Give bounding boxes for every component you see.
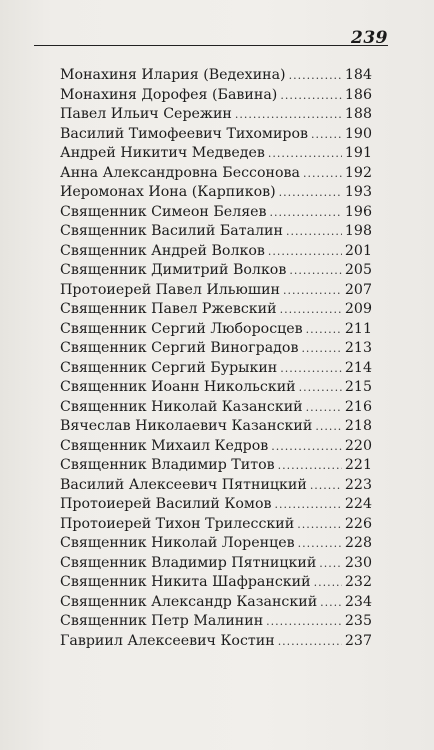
entry-title: Василий Алексеевич Пятницкий (60, 476, 307, 493)
entry-page-number: 186 (344, 86, 372, 103)
entry-page-number: 201 (344, 242, 372, 259)
entry-page-number: 230 (344, 554, 372, 571)
dot-leader (314, 576, 342, 589)
header-rule (34, 45, 388, 46)
entry-title: Монахиня Дорофея (Бавина) (60, 86, 278, 103)
dot-leader (306, 401, 342, 414)
toc-entry (60, 87, 372, 107)
entry-title: Священник Симеон Беляев (60, 203, 267, 220)
dot-leader (278, 635, 342, 648)
entry-page-number: 207 (344, 281, 372, 298)
entry-page-number: 198 (344, 223, 372, 239)
entry-title: Андрей Никитич Медведев (60, 145, 265, 161)
entry-page-number: 209 (344, 301, 372, 317)
entry-title: Монахиня Илария (Ведехина) (60, 67, 286, 83)
toc-entry (60, 555, 372, 575)
toc-entry (60, 223, 372, 243)
toc-entry (60, 360, 372, 380)
entry-page-number: 224 (344, 496, 372, 512)
table-of-contents (60, 67, 372, 652)
entry-title: Священник Михаил Кедров (60, 437, 269, 454)
dot-leader (301, 342, 341, 355)
dot-leader (268, 245, 342, 258)
dot-leader (315, 420, 342, 433)
entry-page-number: 216 (344, 398, 372, 415)
dot-leader (266, 615, 342, 628)
entry-title: Василий Тимофеевич Тихомиров (60, 125, 309, 142)
dot-leader (311, 128, 342, 141)
entry-title: Священник Димитрий Волков (60, 262, 287, 278)
dot-leader (268, 147, 342, 160)
toc-entry (60, 243, 372, 263)
toc-entry (60, 106, 372, 126)
toc-entry (60, 301, 372, 321)
dot-leader (271, 440, 342, 453)
dot-leader (320, 596, 342, 609)
entry-page-number: 226 (344, 515, 372, 532)
dot-leader (280, 89, 342, 102)
entry-title: Гавриил Алексеевич Костин (60, 632, 275, 649)
entry-page-number: 237 (344, 632, 372, 649)
entry-title: Священник Иоанн Никольский (60, 379, 296, 395)
toc-entry (60, 457, 372, 477)
toc-entry (60, 574, 372, 594)
entry-title: Священник Владимир Пятницкий (60, 554, 317, 571)
entry-page-number: 234 (344, 593, 372, 610)
entry-title: Священник Сергий Виноградов (60, 340, 299, 356)
entry-title: Протоиерей Василий Комов (60, 496, 272, 512)
entry-page-number: 205 (344, 262, 372, 278)
dot-leader (298, 537, 342, 550)
entry-page-number: 188 (344, 106, 372, 122)
entry-title: Протоиерей Павел Ильюшин (60, 281, 280, 298)
entry-page-number: 213 (344, 340, 372, 356)
entry-page-number: 220 (344, 437, 372, 454)
toc-entry (60, 594, 372, 614)
toc-entry (60, 67, 372, 87)
dot-leader (299, 381, 342, 394)
entry-page-number: 232 (344, 574, 372, 590)
dot-leader (280, 303, 342, 316)
toc-entry (60, 496, 372, 516)
dot-leader (319, 557, 342, 570)
dot-leader (280, 362, 342, 375)
dot-leader (286, 225, 342, 238)
entry-page-number: 214 (344, 359, 372, 376)
dot-leader (310, 479, 342, 492)
dot-leader (306, 323, 342, 336)
toc-entry (60, 516, 372, 536)
entry-title: Священник Андрей Волков (60, 242, 265, 259)
entry-title: Священник Владимир Титов (60, 457, 275, 473)
dot-leader (289, 264, 342, 277)
dot-leader (279, 186, 342, 199)
dot-leader (289, 69, 342, 82)
entry-title: Павел Ильич Сережин (60, 106, 232, 122)
entry-title: Священник Василий Баталин (60, 223, 283, 239)
entry-title: Протоиерей Тихон Трилесский (60, 515, 295, 532)
toc-entry (60, 321, 372, 341)
dot-leader (275, 498, 342, 511)
dot-leader (297, 518, 342, 531)
entry-page-number: 228 (344, 535, 372, 551)
toc-entry (60, 438, 372, 458)
toc-entry (60, 633, 372, 653)
toc-entry (60, 418, 372, 438)
toc-entry (60, 613, 372, 633)
entry-page-number: 223 (344, 476, 372, 493)
dot-leader (283, 284, 342, 297)
entry-page-number: 218 (344, 418, 372, 434)
toc-entry (60, 399, 372, 419)
toc-entry (60, 145, 372, 165)
entry-title: Священник Николай Лоренцев (60, 535, 295, 551)
entry-title: Вячеслав Николаевич Казанский (60, 418, 313, 434)
entry-title: Священник Александр Казанский (60, 593, 318, 610)
entry-page-number: 192 (344, 164, 372, 181)
toc-entry (60, 165, 372, 185)
toc-entry (60, 184, 372, 204)
dot-leader (278, 459, 342, 472)
toc-entry (60, 340, 372, 360)
entry-title: Священник Сергий Бурыкин (60, 359, 278, 376)
toc-entry (60, 477, 372, 497)
entry-title: Священник Сергий Люборосцев (60, 320, 303, 337)
toc-entry (60, 379, 372, 399)
dot-leader (270, 206, 342, 219)
entry-title: Анна Александровна Бессонова (60, 164, 300, 181)
entry-page-number: 184 (344, 67, 372, 83)
entry-page-number: 193 (344, 184, 372, 200)
entry-page-number: 221 (344, 457, 372, 473)
entry-page-number: 235 (344, 613, 372, 629)
page-number: 239 (351, 28, 388, 48)
toc-entry (60, 535, 372, 555)
toc-entry (60, 204, 372, 224)
entry-page-number: 190 (344, 125, 372, 142)
entry-page-number: 191 (344, 145, 372, 161)
dot-leader (303, 167, 342, 180)
toc-entry (60, 282, 372, 302)
toc-entry (60, 262, 372, 282)
entry-title: Священник Николай Казанский (60, 398, 303, 415)
entry-title: Священник Никита Шафранский (60, 574, 311, 590)
entry-title: Священник Петр Малинин (60, 613, 264, 629)
entry-title: Иеромонах Иона (Карпиков) (60, 184, 276, 200)
entry-page-number: 215 (344, 379, 372, 395)
entry-page-number: 211 (344, 320, 372, 337)
entry-title: Священник Павел Ржевский (60, 301, 277, 317)
entry-page-number: 196 (344, 203, 372, 220)
dot-leader (235, 108, 342, 121)
toc-entry (60, 126, 372, 146)
